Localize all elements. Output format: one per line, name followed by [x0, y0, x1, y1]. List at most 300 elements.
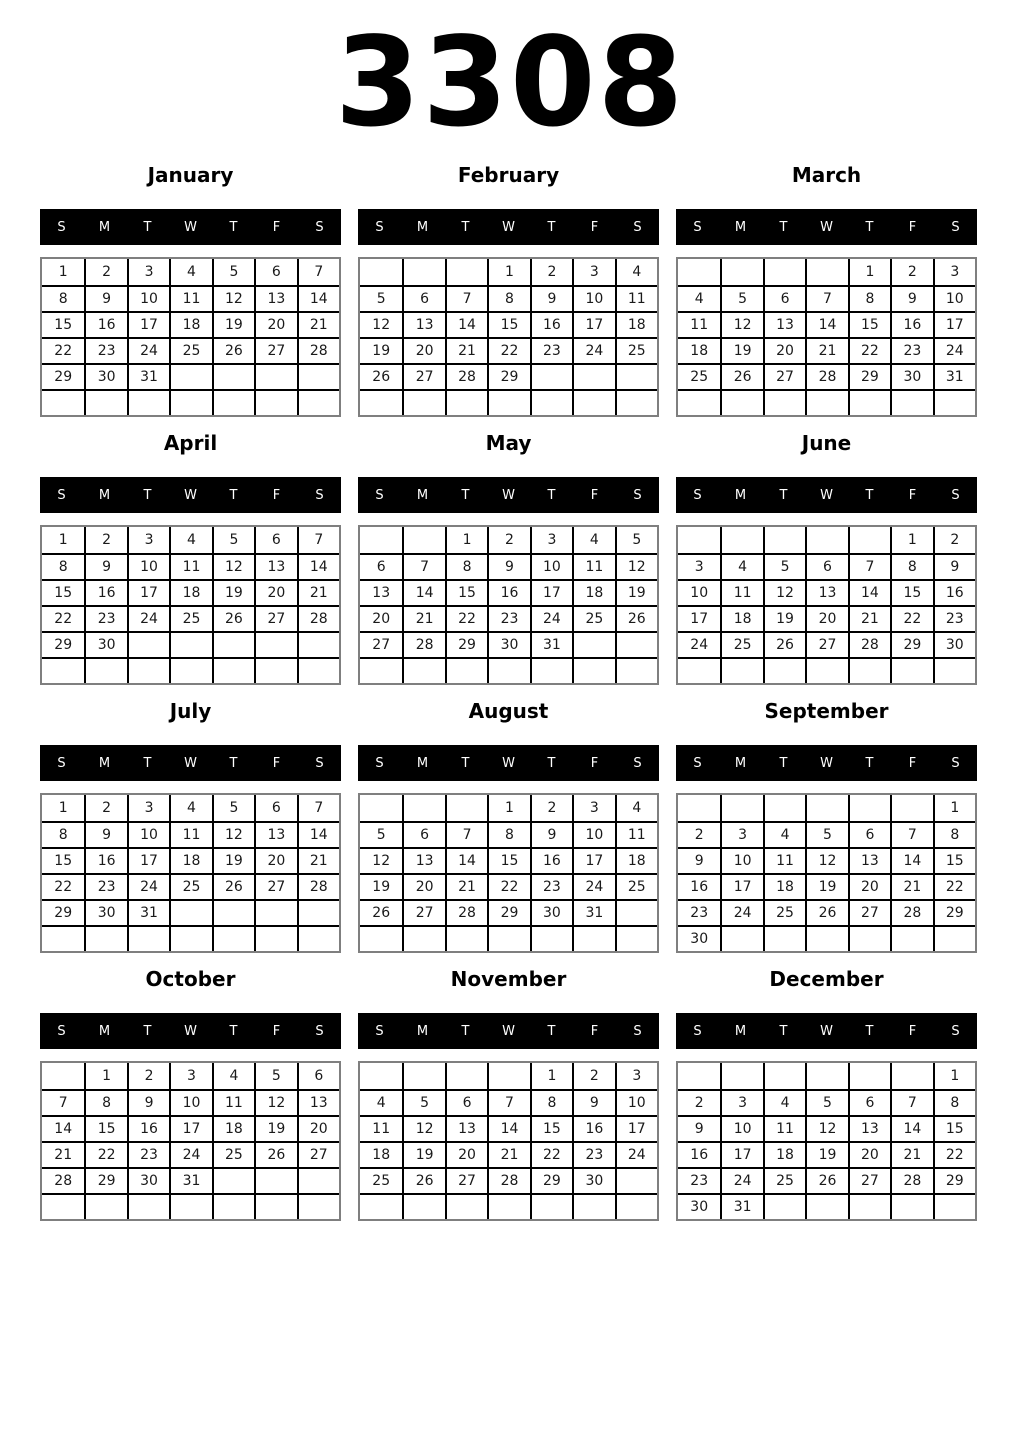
day-cell: 2	[84, 259, 126, 285]
day-cell: 25	[360, 1167, 402, 1193]
day-cell: 4	[169, 527, 211, 553]
day-cell: 12	[212, 821, 254, 847]
day-cell: 17	[572, 311, 614, 337]
day-cell: 22	[487, 337, 529, 363]
empty-day-cell	[402, 389, 444, 415]
weekday-label: S	[951, 755, 960, 771]
weekday-label: T	[143, 1023, 152, 1039]
empty-day-cell	[615, 1193, 657, 1219]
day-cell: 20	[402, 337, 444, 363]
weekday-label: S	[375, 755, 384, 771]
empty-day-cell	[445, 259, 487, 285]
day-cell: 1	[933, 795, 975, 821]
day-cell: 6	[297, 1063, 339, 1089]
day-cell: 21	[805, 337, 847, 363]
day-cell: 5	[212, 259, 254, 285]
weekday-label: F	[272, 755, 281, 771]
day-cell: 19	[360, 873, 402, 899]
day-cell: 25	[678, 363, 720, 389]
day-cell: 18	[169, 311, 211, 337]
day-cell: 16	[127, 1115, 169, 1141]
day-cell: 18	[615, 311, 657, 337]
day-cell: 18	[572, 579, 614, 605]
day-cell: 11	[572, 553, 614, 579]
day-cell: 3	[615, 1063, 657, 1089]
day-cell: 22	[84, 1141, 126, 1167]
day-cell: 4	[615, 795, 657, 821]
weekday-label: S	[375, 1023, 384, 1039]
weekday-header-bar	[676, 209, 977, 245]
day-cell: 14	[445, 311, 487, 337]
empty-day-cell	[615, 899, 657, 925]
empty-day-cell	[297, 899, 339, 925]
day-cell: 24	[933, 337, 975, 363]
day-cell: 28	[297, 337, 339, 363]
empty-day-cell	[720, 527, 762, 553]
day-cell: 1	[84, 1063, 126, 1089]
day-cell: 1	[487, 795, 529, 821]
day-cell: 14	[445, 847, 487, 873]
day-cell: 25	[169, 605, 211, 631]
day-cell: 3	[127, 259, 169, 285]
month	[676, 699, 977, 953]
weekday-label: M	[416, 755, 429, 771]
day-cell: 4	[360, 1089, 402, 1115]
month-title: April	[163, 431, 218, 455]
day-cell: 20	[297, 1115, 339, 1141]
day-cell: 23	[890, 337, 932, 363]
day-cell: 4	[572, 527, 614, 553]
day-cell: 12	[720, 311, 762, 337]
empty-day-cell	[402, 657, 444, 683]
day-grid	[358, 793, 659, 953]
weekday-label: W	[184, 1023, 197, 1039]
day-cell: 11	[720, 579, 762, 605]
month	[358, 431, 659, 685]
day-cell: 9	[678, 847, 720, 873]
day-cell: 15	[42, 847, 84, 873]
day-cell: 30	[487, 631, 529, 657]
day-cell: 24	[720, 899, 762, 925]
day-cell: 14	[805, 311, 847, 337]
month-title: March	[791, 163, 862, 187]
day-cell: 30	[678, 1193, 720, 1219]
empty-day-cell	[890, 1063, 932, 1089]
empty-day-cell	[678, 795, 720, 821]
empty-day-cell	[84, 925, 126, 951]
day-cell: 13	[254, 285, 296, 311]
day-cell: 2	[127, 1063, 169, 1089]
weekday-label: S	[633, 219, 642, 235]
empty-day-cell	[615, 1167, 657, 1193]
empty-day-cell	[127, 657, 169, 683]
day-cell: 8	[42, 821, 84, 847]
empty-day-cell	[127, 389, 169, 415]
day-cell: 4	[720, 553, 762, 579]
day-cell: 5	[805, 821, 847, 847]
day-cell: 28	[297, 605, 339, 631]
empty-day-cell	[212, 363, 254, 389]
day-cell: 11	[169, 553, 211, 579]
months-grid	[40, 163, 980, 1221]
day-cell: 29	[487, 899, 529, 925]
day-cell: 20	[848, 873, 890, 899]
day-cell: 24	[127, 873, 169, 899]
empty-day-cell	[572, 657, 614, 683]
empty-day-cell	[848, 389, 890, 415]
day-cell: 30	[933, 631, 975, 657]
month-title: January	[147, 163, 234, 187]
day-cell: 25	[720, 631, 762, 657]
empty-day-cell	[805, 527, 847, 553]
month-title: July	[169, 699, 212, 723]
empty-day-cell	[720, 1063, 762, 1089]
weekday-label: M	[734, 219, 747, 235]
month-title: May	[485, 431, 532, 455]
day-cell: 6	[402, 285, 444, 311]
day-cell: 13	[763, 311, 805, 337]
day-cell: 7	[890, 821, 932, 847]
day-cell: 25	[615, 337, 657, 363]
day-cell: 28	[445, 899, 487, 925]
day-cell: 26	[805, 1167, 847, 1193]
month	[676, 163, 977, 417]
day-cell: 25	[763, 899, 805, 925]
day-cell: 30	[127, 1167, 169, 1193]
day-cell: 18	[360, 1141, 402, 1167]
empty-day-cell	[212, 925, 254, 951]
day-cell: 29	[42, 899, 84, 925]
day-cell: 5	[402, 1089, 444, 1115]
day-cell: 5	[360, 821, 402, 847]
day-cell: 6	[805, 553, 847, 579]
weekday-label: S	[633, 487, 642, 503]
weekday-label: T	[143, 219, 152, 235]
day-cell: 31	[530, 631, 572, 657]
day-cell: 20	[848, 1141, 890, 1167]
day-cell: 4	[763, 1089, 805, 1115]
weekday-label: M	[98, 487, 111, 503]
empty-day-cell	[169, 925, 211, 951]
weekday-label: S	[315, 755, 324, 771]
empty-day-cell	[848, 795, 890, 821]
empty-day-cell	[254, 631, 296, 657]
empty-day-cell	[763, 527, 805, 553]
day-cell: 15	[42, 311, 84, 337]
empty-day-cell	[402, 925, 444, 951]
day-cell: 19	[360, 337, 402, 363]
day-grid	[676, 793, 977, 953]
empty-day-cell	[572, 363, 614, 389]
day-cell: 1	[42, 795, 84, 821]
empty-day-cell	[848, 527, 890, 553]
day-cell: 26	[615, 605, 657, 631]
day-cell: 1	[530, 1063, 572, 1089]
empty-day-cell	[678, 1063, 720, 1089]
empty-day-cell	[763, 795, 805, 821]
day-cell: 16	[530, 847, 572, 873]
day-cell: 4	[678, 285, 720, 311]
empty-day-cell	[42, 925, 84, 951]
day-cell: 13	[254, 553, 296, 579]
day-cell: 24	[530, 605, 572, 631]
weekday-header-bar	[676, 1013, 977, 1049]
empty-day-cell	[530, 363, 572, 389]
day-cell: 24	[678, 631, 720, 657]
weekday-label: F	[590, 487, 599, 503]
weekday-label: S	[57, 487, 66, 503]
weekday-header-bar	[358, 209, 659, 245]
calendar-page	[0, 12, 1020, 1221]
day-cell: 6	[254, 527, 296, 553]
day-cell: 21	[297, 847, 339, 873]
day-cell: 29	[487, 363, 529, 389]
empty-day-cell	[933, 657, 975, 683]
day-cell: 19	[212, 311, 254, 337]
day-cell: 9	[933, 553, 975, 579]
weekday-label: T	[229, 219, 238, 235]
day-cell: 9	[84, 285, 126, 311]
day-cell: 20	[254, 847, 296, 873]
empty-day-cell	[890, 389, 932, 415]
empty-day-cell	[254, 899, 296, 925]
day-cell: 24	[615, 1141, 657, 1167]
day-cell: 22	[42, 605, 84, 631]
day-cell: 25	[212, 1141, 254, 1167]
weekday-label: S	[57, 755, 66, 771]
day-cell: 12	[402, 1115, 444, 1141]
day-cell: 24	[127, 337, 169, 363]
empty-day-cell	[678, 657, 720, 683]
month-title: November	[450, 967, 567, 991]
month	[358, 163, 659, 417]
day-cell: 1	[445, 527, 487, 553]
empty-day-cell	[933, 1193, 975, 1219]
weekday-label: W	[502, 487, 515, 503]
day-cell: 11	[615, 821, 657, 847]
month	[40, 163, 341, 417]
empty-day-cell	[42, 1063, 84, 1089]
day-cell: 4	[615, 259, 657, 285]
day-cell: 20	[445, 1141, 487, 1167]
day-cell: 10	[572, 285, 614, 311]
day-cell: 4	[169, 795, 211, 821]
day-cell: 19	[254, 1115, 296, 1141]
day-cell: 2	[487, 527, 529, 553]
day-cell: 10	[678, 579, 720, 605]
day-grid	[40, 257, 341, 417]
day-cell: 21	[402, 605, 444, 631]
day-cell: 16	[572, 1115, 614, 1141]
day-cell: 30	[84, 363, 126, 389]
day-cell: 26	[212, 337, 254, 363]
day-cell: 25	[169, 873, 211, 899]
day-cell: 23	[933, 605, 975, 631]
empty-day-cell	[402, 1193, 444, 1219]
empty-day-cell	[84, 657, 126, 683]
day-cell: 5	[254, 1063, 296, 1089]
weekday-label: T	[779, 755, 788, 771]
day-cell: 18	[169, 579, 211, 605]
day-cell: 13	[297, 1089, 339, 1115]
day-cell: 11	[169, 821, 211, 847]
day-cell: 18	[169, 847, 211, 873]
day-cell: 12	[254, 1089, 296, 1115]
day-cell: 31	[169, 1167, 211, 1193]
day-cell: 8	[487, 285, 529, 311]
day-cell: 23	[572, 1141, 614, 1167]
day-cell: 29	[933, 899, 975, 925]
day-cell: 7	[848, 553, 890, 579]
day-cell: 27	[848, 1167, 890, 1193]
day-cell: 10	[933, 285, 975, 311]
day-cell: 23	[678, 899, 720, 925]
empty-day-cell	[360, 1063, 402, 1089]
day-cell: 21	[445, 337, 487, 363]
day-cell: 15	[890, 579, 932, 605]
day-cell: 8	[530, 1089, 572, 1115]
weekday-label: S	[633, 755, 642, 771]
day-cell: 11	[763, 847, 805, 873]
empty-day-cell	[169, 1193, 211, 1219]
weekday-label: T	[461, 487, 470, 503]
empty-day-cell	[212, 899, 254, 925]
day-cell: 11	[763, 1115, 805, 1141]
day-cell: 26	[212, 873, 254, 899]
empty-day-cell	[212, 631, 254, 657]
empty-day-cell	[360, 795, 402, 821]
empty-day-cell	[805, 389, 847, 415]
empty-day-cell	[890, 925, 932, 951]
day-cell: 10	[127, 553, 169, 579]
day-cell: 24	[572, 337, 614, 363]
day-cell: 12	[360, 311, 402, 337]
weekday-label: F	[908, 487, 917, 503]
day-cell: 27	[445, 1167, 487, 1193]
weekday-label: F	[908, 1023, 917, 1039]
weekday-label: F	[272, 1023, 281, 1039]
weekday-label: S	[315, 219, 324, 235]
day-cell: 16	[487, 579, 529, 605]
empty-day-cell	[615, 657, 657, 683]
day-cell: 27	[254, 605, 296, 631]
day-cell: 14	[848, 579, 890, 605]
day-cell: 16	[84, 579, 126, 605]
day-cell: 2	[678, 1089, 720, 1115]
empty-day-cell	[212, 389, 254, 415]
empty-day-cell	[360, 527, 402, 553]
weekday-label: T	[229, 1023, 238, 1039]
day-cell: 6	[445, 1089, 487, 1115]
empty-day-cell	[402, 259, 444, 285]
empty-day-cell	[445, 1193, 487, 1219]
empty-day-cell	[254, 657, 296, 683]
day-cell: 19	[212, 579, 254, 605]
weekday-label: T	[547, 755, 556, 771]
empty-day-cell	[254, 389, 296, 415]
weekday-label: T	[461, 755, 470, 771]
day-cell: 19	[212, 847, 254, 873]
day-cell: 23	[530, 873, 572, 899]
day-cell: 22	[487, 873, 529, 899]
day-cell: 22	[42, 337, 84, 363]
weekday-label: M	[416, 487, 429, 503]
day-cell: 12	[763, 579, 805, 605]
day-cell: 11	[615, 285, 657, 311]
day-cell: 2	[530, 259, 572, 285]
weekday-label: F	[908, 219, 917, 235]
empty-day-cell	[615, 363, 657, 389]
day-cell: 30	[84, 631, 126, 657]
day-cell: 8	[487, 821, 529, 847]
empty-day-cell	[297, 657, 339, 683]
day-cell: 17	[720, 1141, 762, 1167]
day-cell: 28	[42, 1167, 84, 1193]
day-cell: 5	[763, 553, 805, 579]
empty-day-cell	[763, 1063, 805, 1089]
day-cell: 17	[127, 579, 169, 605]
day-cell: 8	[42, 285, 84, 311]
day-cell: 16	[933, 579, 975, 605]
day-cell: 1	[848, 259, 890, 285]
month	[40, 699, 341, 953]
empty-day-cell	[530, 657, 572, 683]
empty-day-cell	[169, 363, 211, 389]
day-cell: 8	[42, 553, 84, 579]
empty-day-cell	[805, 1193, 847, 1219]
day-cell: 12	[212, 553, 254, 579]
day-cell: 15	[933, 1115, 975, 1141]
weekday-label: M	[734, 487, 747, 503]
day-cell: 11	[678, 311, 720, 337]
day-cell: 29	[848, 363, 890, 389]
day-cell: 7	[297, 795, 339, 821]
day-cell: 28	[848, 631, 890, 657]
weekday-header-bar	[40, 477, 341, 513]
day-cell: 27	[402, 899, 444, 925]
day-cell: 19	[615, 579, 657, 605]
weekday-label: T	[229, 755, 238, 771]
weekday-label: S	[693, 755, 702, 771]
day-cell: 30	[572, 1167, 614, 1193]
empty-day-cell	[169, 631, 211, 657]
weekday-label: M	[734, 755, 747, 771]
weekday-label: T	[779, 487, 788, 503]
day-cell: 23	[84, 337, 126, 363]
day-cell: 7	[402, 553, 444, 579]
month	[358, 967, 659, 1221]
day-cell: 24	[169, 1141, 211, 1167]
empty-day-cell	[530, 389, 572, 415]
day-cell: 25	[763, 1167, 805, 1193]
day-cell: 22	[42, 873, 84, 899]
weekday-label: F	[590, 219, 599, 235]
empty-day-cell	[763, 925, 805, 951]
day-cell: 29	[530, 1167, 572, 1193]
weekday-label: W	[502, 219, 515, 235]
day-cell: 30	[84, 899, 126, 925]
weekday-label: M	[98, 755, 111, 771]
day-cell: 5	[615, 527, 657, 553]
weekday-label: T	[865, 1023, 874, 1039]
day-cell: 1	[42, 259, 84, 285]
day-cell: 12	[212, 285, 254, 311]
day-cell: 9	[530, 821, 572, 847]
empty-day-cell	[212, 1167, 254, 1193]
weekday-label: T	[547, 1023, 556, 1039]
day-grid	[40, 1061, 341, 1221]
day-cell: 14	[487, 1115, 529, 1141]
